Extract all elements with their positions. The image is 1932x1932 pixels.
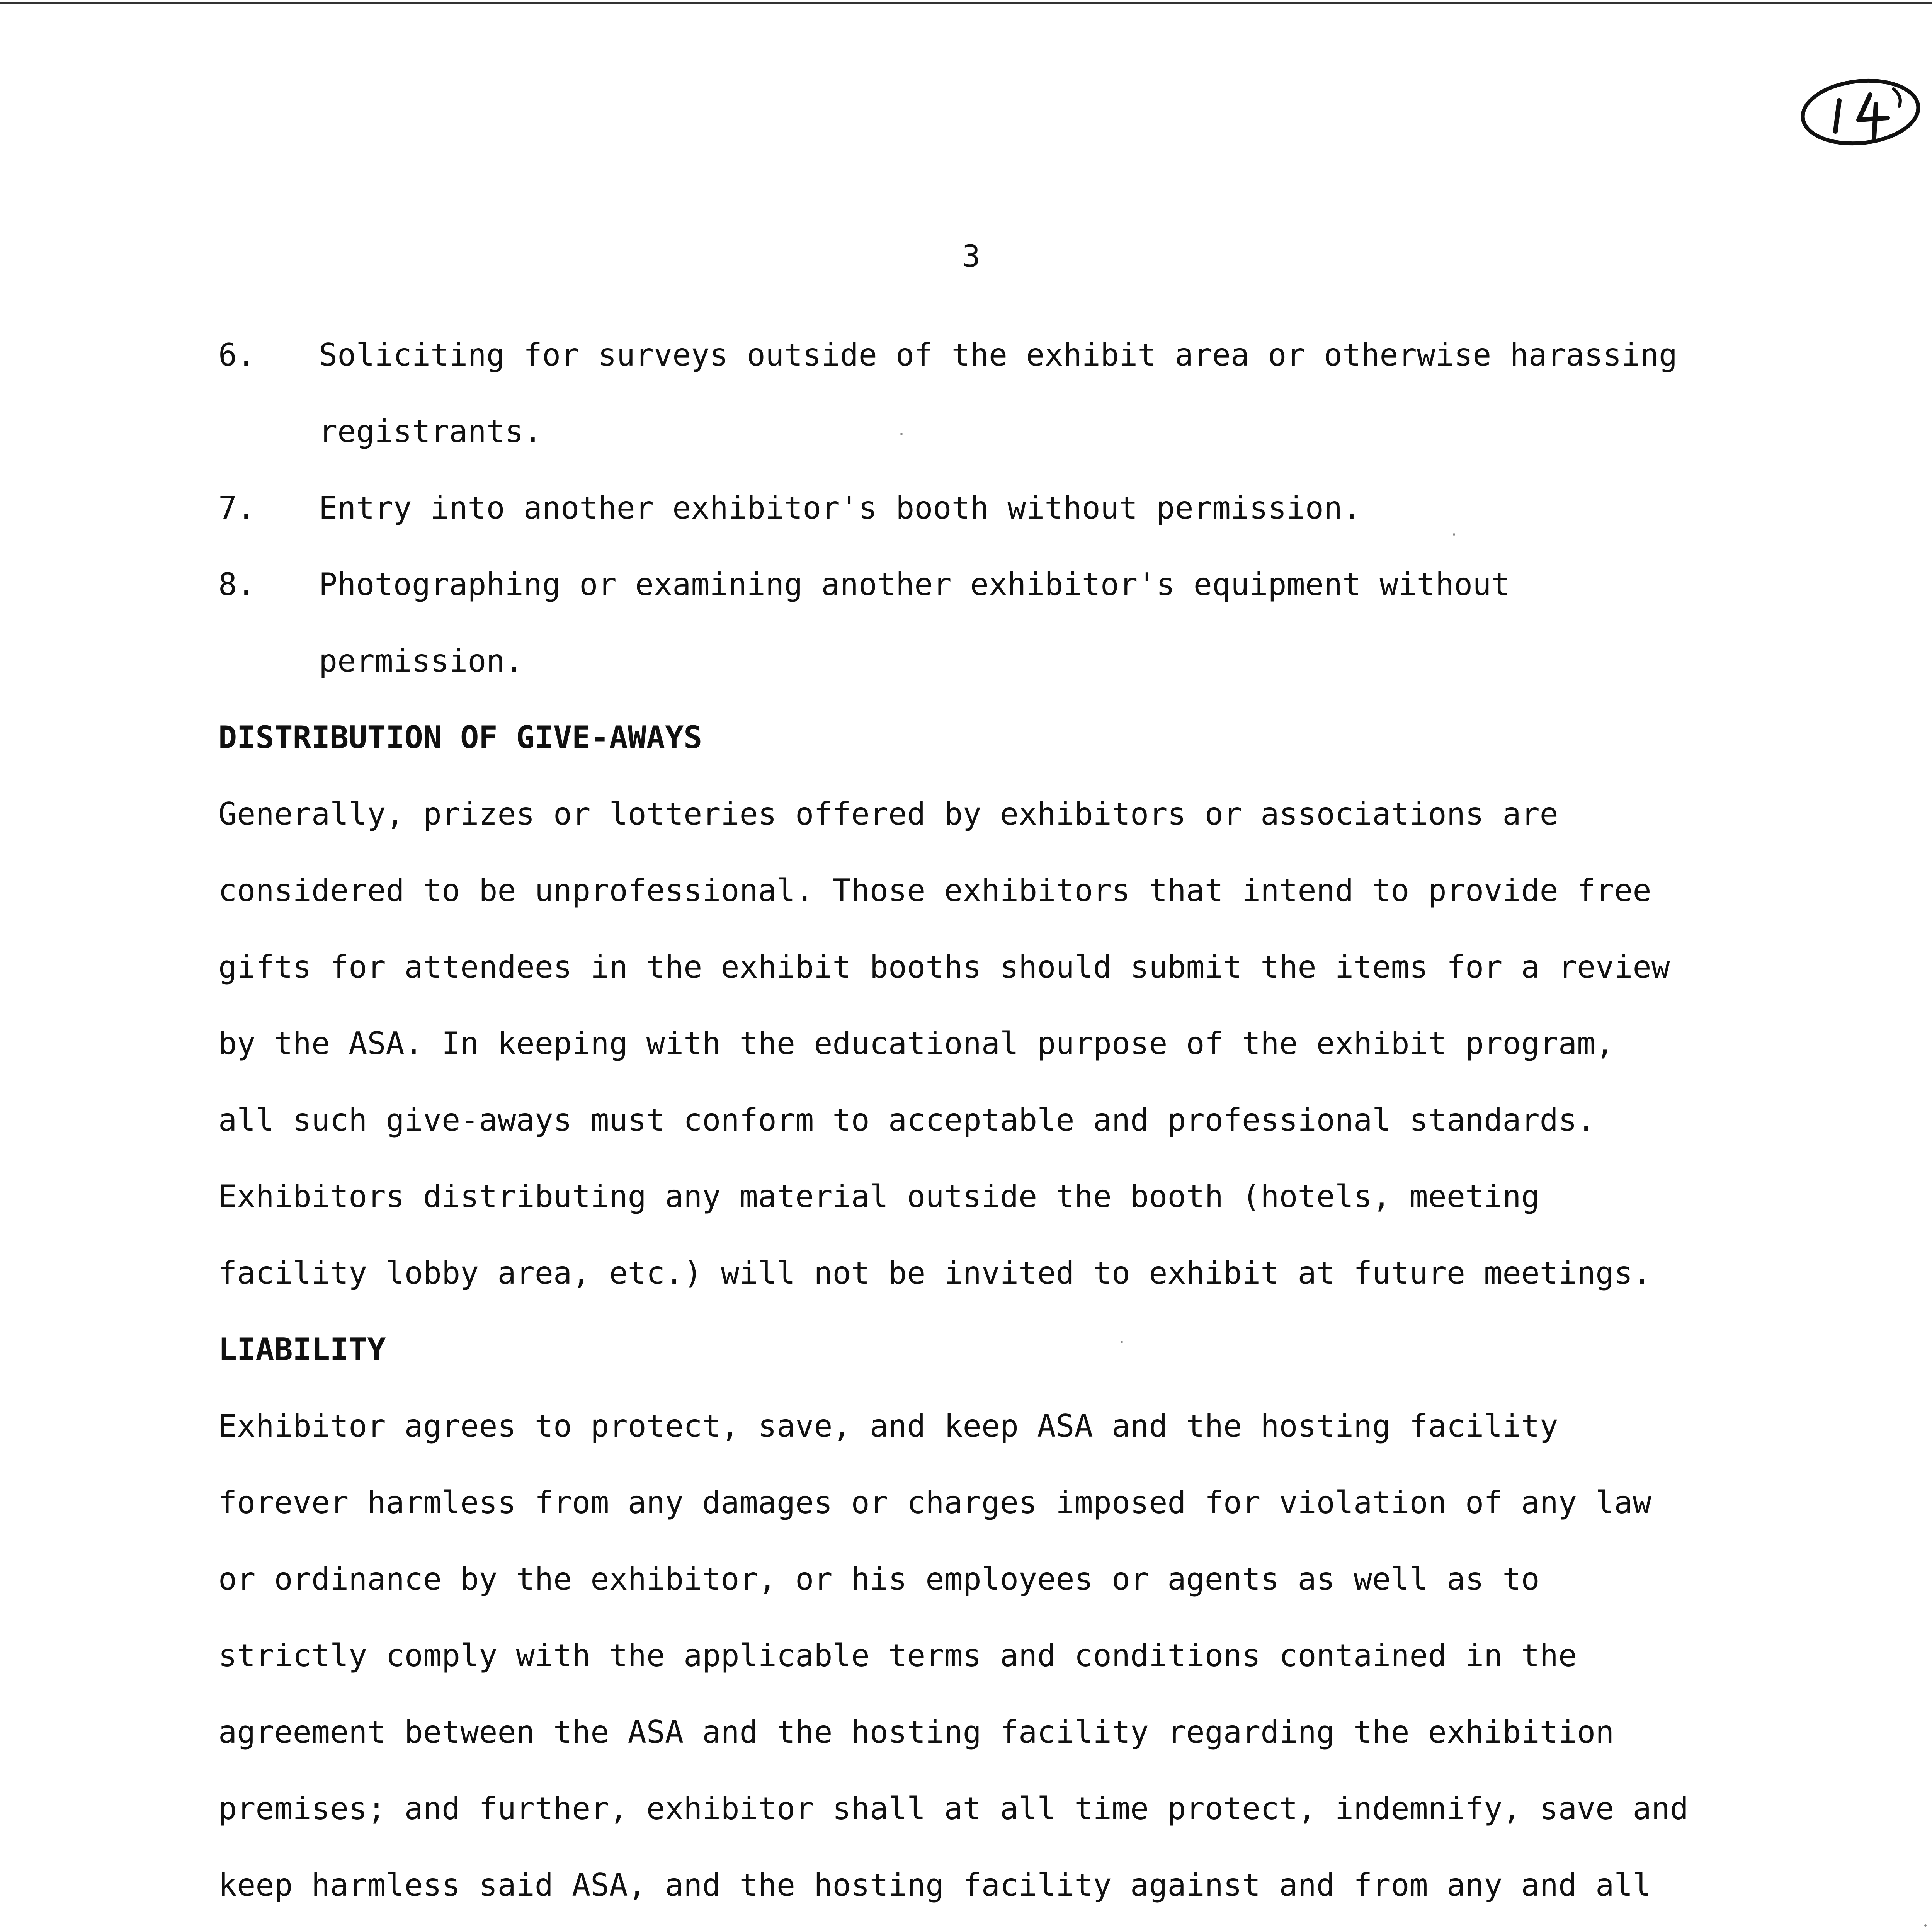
list-number: 7. [218,490,256,526]
paragraph-line: all such give-aways must conform to acceptable and professional standards. [218,1102,1596,1138]
paragraph-line: facility lobby area, etc.) will not be invited to exhibit at future meetings. [218,1255,1651,1291]
scan-speck [1924,1924,1927,1927]
section-heading-giveaways: DISTRIBUTION OF GIVE-AWAYS [218,719,702,755]
paragraph-line: keep harmless said ASA, and the hosting facility against and from any and all [218,1867,1651,1903]
list-text-line: permission. [319,643,524,679]
list-item-6 [218,317,1741,470]
paragraph-line: Exhibitor agrees to protect, save, and keep ASA and the hosting facility [218,1408,1558,1444]
scan-speck [1453,533,1455,536]
paragraph-line: premises; and further, exhibitor shall at all time protect, indemnify, save and [218,1791,1689,1827]
paragraph-line: agreement between the ASA and the hosting facility regarding the exhibition [218,1714,1614,1750]
paragraph-line: or ordinance by the exhibitor, or his employees or agents as well as to [218,1561,1540,1597]
paragraph-line: strictly comply with the applicable terms and conditions contained in the [218,1638,1577,1673]
list-text-line: registrants. [319,413,542,449]
paragraph-line: gifts for attendees in the exhibit booths should submit the items for a review [218,949,1670,985]
scan-speck [1121,1341,1123,1343]
paragraph-line: forever harmless from any damages or charges imposed for violation of any law [218,1485,1651,1520]
paragraph-line: by the ASA. In keeping with the educational purpose of the exhibit program, [218,1026,1614,1061]
paragraph-line: considered to be unprofessional. Those exhibitors that intend to provide free [218,872,1651,908]
handwritten-page-mark [1797,73,1924,151]
list-text-line: Entry into another exhibitor's booth without permission. [319,490,1361,526]
document-body [218,317,1741,1932]
list-item-7 [218,470,1741,546]
paragraph-line: Generally, prizes or lotteries offered by exhibitors or associations are [218,796,1558,832]
paragraph-line [218,1923,1741,1932]
list-item-8 [218,546,1741,699]
paragraph-giveaways [218,776,1741,1311]
scan-speck [900,433,903,435]
paragraph-line: Exhibitors distributing any material outside the booth (hotels, meeting [218,1179,1540,1214]
paragraph-liability [218,1388,1741,1932]
list-number: 6. [218,337,256,373]
section-heading-liability: LIABILITY [218,1332,386,1367]
page-number: 3 [962,239,980,274]
top-scan-rule [0,2,1932,4]
list-text-line: Soliciting for surveys outside of the exhibit area or otherwise harassing [319,337,1677,373]
list-number: 8. [218,566,256,602]
list-text-line: Photographing or examining another exhibitor's equipment without [319,566,1510,602]
